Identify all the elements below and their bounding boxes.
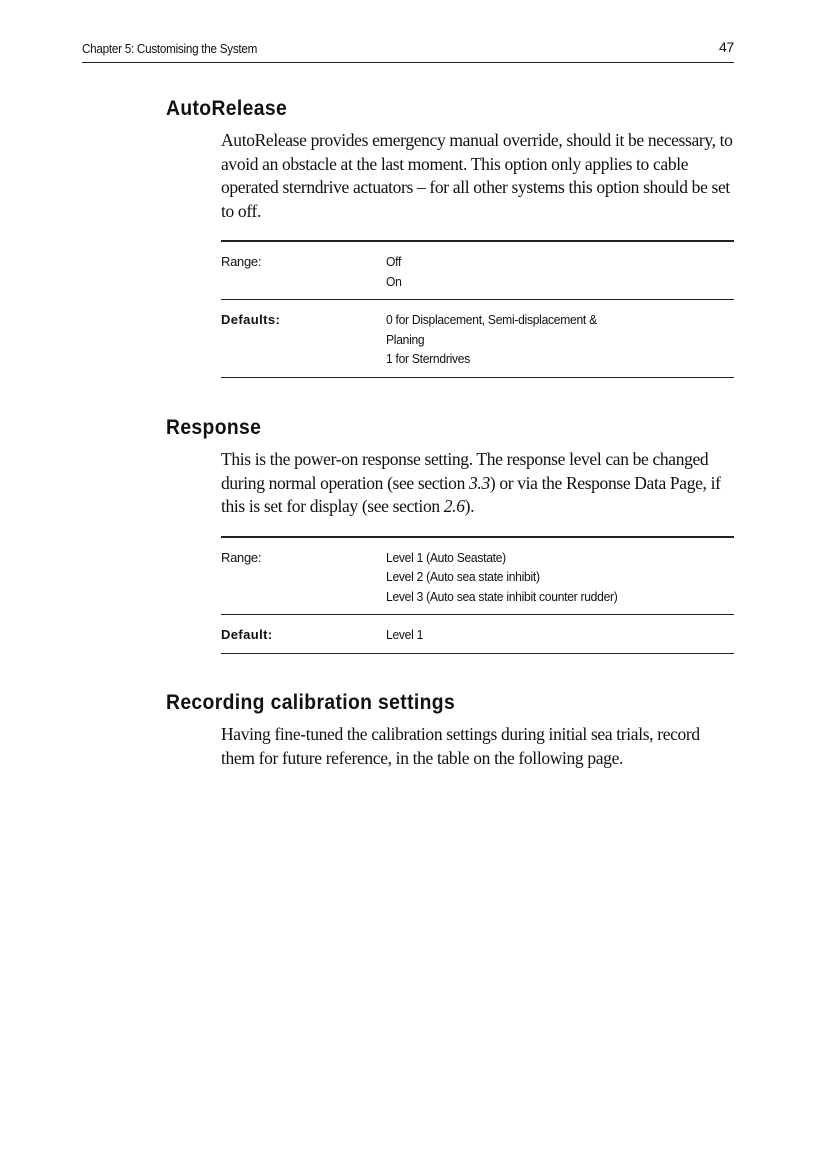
spec-row-defaults [221,300,734,378]
spec-label-default: Default: [221,627,273,642]
section-heading-autorelease: AutoRelease [166,97,288,120]
recording-body: Having fine-tuned the calibration settings during initial sea trials, record them for future reference, in the table on the following page. [221,724,700,768]
page-header [82,36,734,63]
spec-value: Level 1 [386,627,424,642]
autorelease-spec-table [221,240,734,378]
response-body [221,448,735,519]
spec-values-range [386,548,734,607]
spec-row-default [221,615,734,654]
section-response [166,414,734,654]
chapter-title: Chapter 5: Customising the System [82,41,258,56]
spec-label-defaults: Defaults: [221,312,281,327]
spec-value: Level 1 (Auto Seastate) [386,549,506,565]
section-recording [166,689,734,770]
response-body-text: This is the power-on response setting. The response level can be changed during normal operation (see section [221,449,709,493]
section-heading-recording: Recording calibration settings [166,691,456,714]
response-spec-table [221,536,734,654]
spec-values-default [386,625,734,645]
section-reference: 3.3 [469,472,490,493]
spec-value: Level 3 (Auto sea state inhibit counter rudder) [386,588,618,604]
response-body-text: ) or via the Response Data Page, if this is set for display (see section [221,472,721,516]
spec-values-range [386,252,734,291]
section-autorelease [166,95,734,378]
spec-row-range [221,242,734,300]
response-body-text: ). [464,496,475,516]
autorelease-body: AutoRelease provides emergency manual override, should it be necessary, to avoid an obstacle at the last moment. This option only applies to cable operated sterndrive actuators – for all other systems this option should be set to off. [221,130,733,221]
spec-row-range [221,538,734,616]
spec-value: 1 for Sterndrives [386,351,470,366]
section-heading-response: Response [166,416,262,439]
spec-value: On [386,273,402,289]
spec-value: Planing [386,331,425,347]
spec-values-defaults [386,310,734,369]
section-reference: 2.6 [443,496,465,516]
spec-value: 0 for Displacement, Semi-displacement & [386,312,597,327]
spec-label-range: Range: [221,549,262,565]
spec-label-range: Range: [221,254,262,269]
page-number: 47 [719,39,734,55]
spec-value: Off [386,254,402,269]
spec-value: Level 2 (Auto sea state inhibit) [386,569,540,584]
